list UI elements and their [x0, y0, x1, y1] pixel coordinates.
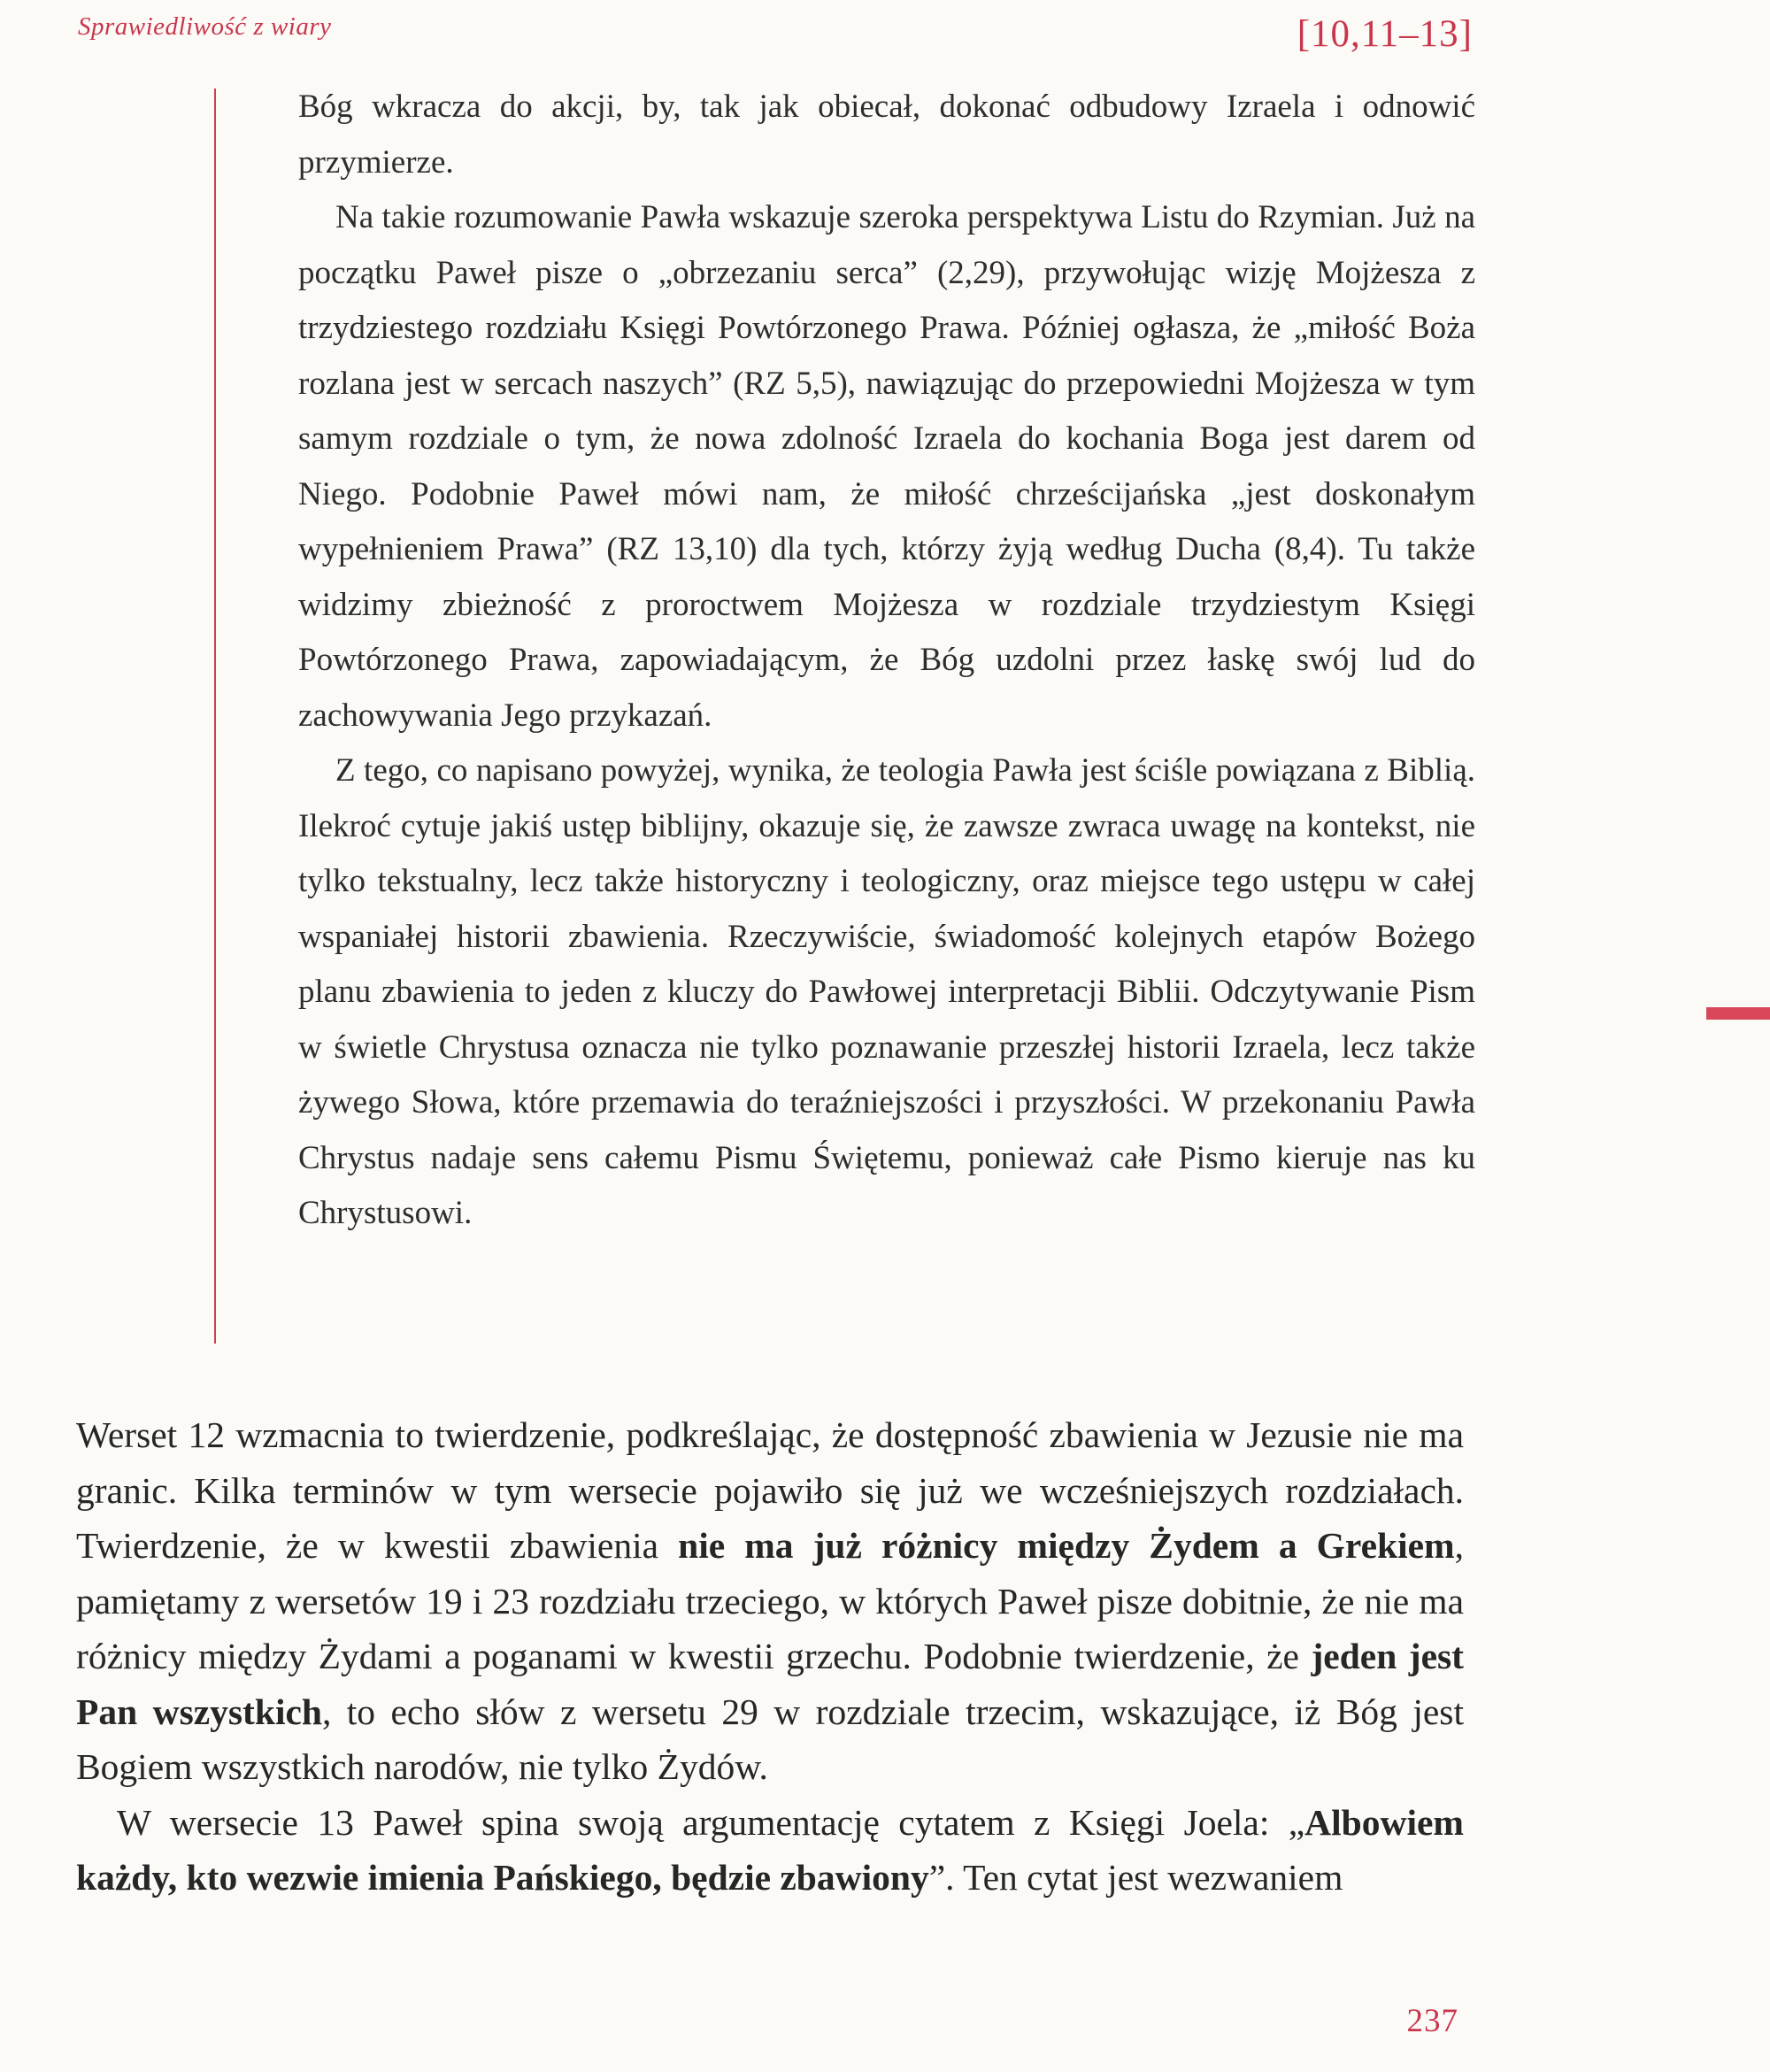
main-text	[76, 1407, 1464, 1906]
main-text-run: Werset 12 wzmacnia to twierdzenie, podkreślając, że dostępność zbawienia w Jezusie nie ma granic. Kilka terminów w tym wersecie pojawiło się już we wcześniejszych rozdziałach. Twierdzenie, że w kwestii zbawienia	[76, 1414, 1464, 1566]
sidebar-paragraph-2: Na takie rozumowanie Pawła wskazuje szeroka perspektywa Listu do Rzymian. Już na początku Paweł pisze o „obrzezaniu serca” (2,29), przywołując wizję Mojżesza z trzydziestego rozdziału Księgi Powtórzonego Prawa. Później ogłasza, że „miłość Boża rozlana jest w sercach naszych” (RZ 5,5), nawiązując do przepowiedni Mojżesza w tym samym rozdziale o tym, że nowa zdolność Izraela do kochania Boga jest darem od Niego. Podobnie Paweł mówi nam, że miłość chrześcijańska „jest doskonałym wypełnieniem Prawa” (RZ 13,10) dla tych, którzy żyją według Ducha (8,4). Tu także widzimy zbieżność z proroctwem Mojżesza w rozdziale trzydziestym Księgi Powtórzonego Prawa, zapowiadającym, że Bóg uzdolni przez łaskę swój lud do zachowywania Jego przykazań.	[298, 199, 1475, 734]
main-text-run: W wersecie 13 Paweł spina swoją argumentację cytatem z Księgi Joela: „	[117, 1801, 1305, 1843]
running-head: Sprawiedliwość z wiary	[78, 12, 332, 41]
bold-phrase-one-lord: jeden jest Pan wszystkich	[76, 1636, 1464, 1732]
main-paragraph-2	[76, 1795, 1464, 1906]
sidebar-paragraph-1: Bóg wkracza do akcji, by, tak jak obiecał, dokonać odbudowy Izraela i odnowić przymierze.	[298, 89, 1475, 181]
bold-phrase-no-difference: nie ma już różnicy między Żydem a Grekiem	[678, 1525, 1455, 1566]
sidebar-rule	[214, 89, 216, 1344]
main-text-run: , pamiętamy z wersetów 19 i 23 rozdziału trzeciego, w których Paweł pisze dobitnie, że nie ma różnicy między Żydami a poganami w kwestii grzechu. Podobnie twierdzenie, że	[76, 1525, 1464, 1676]
page-number: 237	[1406, 2003, 1458, 2039]
sidebar-paragraph-3: Z tego, co napisano powyżej, wynika, że teologia Pawła jest ściśle powiązana z Biblią. Ilekroć cytuje jakiś ustęp biblijny, okazuje się, że zawsze zwraca uwagę na kontekst, nie tylko tekstualny, lecz także historyczny i teologiczny, oraz miejsce tego ustępu w całej wspaniałej historii zbawienia. Rzeczywiście, świadomość kolejnych etapów Bożego planu zbawienia to jeden z kluczy do Pawłowej interpretacji Biblii. Odczytywanie Pism w świetle Chrystusa oznacza nie tylko poznawanie przeszłej historii Izraela, lecz także żywego Słowa, które przemawia do teraźniejszości i przyszłości. W przekonaniu Pawła Chrystus nadaje sens całemu Pismu Świętemu, ponieważ całe Pismo kieruje nas ku Chrystusowi.	[298, 752, 1475, 1231]
sidebar-commentary	[298, 80, 1475, 1242]
main-paragraph-1	[76, 1407, 1464, 1795]
bold-phrase-joel-quote: Albowiem każdy, kto wezwie imienia Pańskiego, będzie zbawiony	[76, 1801, 1464, 1898]
main-text-run: ”. Ten cytat jest wezwaniem	[928, 1857, 1343, 1898]
verse-reference: [10,11–13]	[1297, 13, 1473, 55]
chapter-thumb-tab	[1706, 1007, 1770, 1020]
main-text-run: , to echo słów z wersetu 29 w rozdziale trzecim, wskazujące, iż Bóg jest Bogiem wszystkich narodów, nie tylko Żydów.	[76, 1691, 1464, 1787]
